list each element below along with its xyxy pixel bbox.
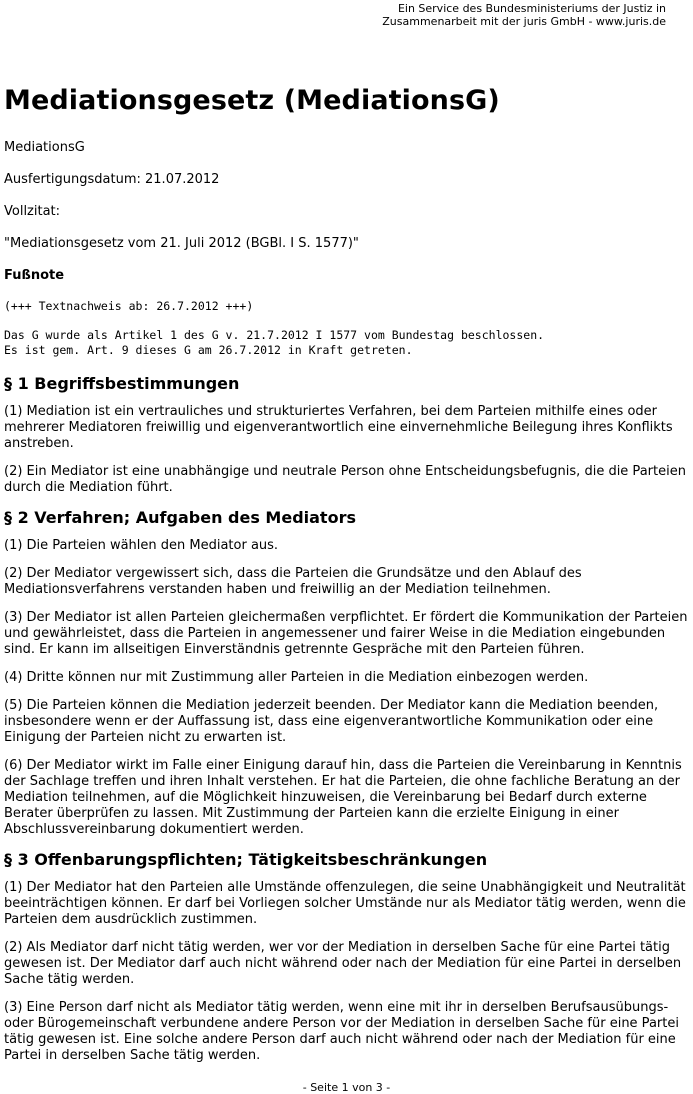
- citation-text: "Mediationsgesetz vom 21. Juli 2012 (BGBl. I S. 1577)": [4, 236, 359, 251]
- document-body: [4, 84, 692, 1076]
- section-paragraph: (5) Die Parteien können die Mediation jederzeit beenden. Der Mediator kann die Mediation beenden, insbesondere wenn er der Auffassung ist, dass eine eigenverantwortliche Kommunikation oder eine Einigung der Parteien nicht zu erwarten ist.: [4, 698, 659, 745]
- section-3: [4, 850, 692, 1064]
- section-paragraph: (1) Mediation ist ein vertrauliches und strukturiertes Verfahren, bei dem Parteien mithilfe eines oder mehrerer Mediatoren freiwillig und eigenverantwortlich eine einvernehmliche Beilegung ihres Konflikts anstreben.: [4, 404, 673, 451]
- footnote-title: Fußnote: [4, 268, 65, 283]
- section-paragraph: (3) Eine Person darf nicht als Mediator tätig werden, wenn eine mit ihr in derselben Berufsausübungs- oder Bürogemeinschaft verbundene andere Person vor der Mediation in derselben Sache für eine Partei tätig gewesen ist. Eine solche andere Person darf auch nicht während oder nach der Mediation für eine Partei in derselben Sache tätig werden.: [4, 1000, 679, 1063]
- section-heading: § 2 Verfahren; Aufgaben des Mediators: [4, 508, 356, 527]
- section-paragraph: (3) Der Mediator ist allen Parteien gleichermaßen verpflichtet. Er fördert die Kommunikation der Parteien und gewährleistet, dass die Parteien in angemessener und fairer Weise in die Mediation eingebunden sind. Er kann im allseitigen Einverständnis getrennte Gespräche mit den Parteien führen.: [4, 610, 688, 657]
- section-paragraph: (2) Ein Mediator ist eine unabhängige und neutrale Person ohne Entscheidungsbefugnis, die die Parteien durch die Mediation führt.: [4, 464, 686, 495]
- section-paragraph: (2) Der Mediator vergewissert sich, dass die Parteien die Grundsätze und den Ablauf des Mediationsverfahrens verstanden haben und freiwillig an der Mediation teilnehmen.: [4, 566, 582, 597]
- footnote-enactment: [4, 328, 692, 358]
- service-line-2: Zusammenarbeit mit der juris GmbH - www.juris.de: [382, 15, 666, 28]
- page-number: - Seite 1 von 3 -: [302, 1081, 391, 1094]
- section-paragraph: (2) Als Mediator darf nicht tätig werden, wer vor der Mediation in derselben Sache für eine Partei tätig gewesen ist. Der Mediator darf auch nicht während oder nach der Mediation für eine Partei in derselben Sache tätig werden.: [4, 940, 682, 987]
- abbreviation: MediationsG: [4, 140, 85, 155]
- footnote-line: (+++ Textnachweis ab: 26.7.2012 +++): [4, 299, 254, 313]
- section-2: [4, 508, 692, 838]
- section-heading: § 1 Begriffsbestimmungen: [4, 374, 240, 393]
- issue-date: Ausfertigungsdatum: 21.07.2012: [4, 172, 220, 187]
- citation-label: Vollzitat:: [4, 204, 61, 219]
- section-heading: § 3 Offenbarungspflichten; Tätigkeitsbeschränkungen: [4, 850, 488, 869]
- section-paragraph: (1) Der Mediator hat den Parteien alle Umstände offenzulegen, die seine Unabhängigkeit und Neutralität beeinträchtigen können. Er darf bei Vorliegen solcher Umstände nur als Mediator tätig werden, wenn die Parteien dem ausdrücklich zustimmen.: [4, 880, 686, 927]
- service-line-1: Ein Service des Bundesministeriums der Justiz in: [397, 2, 666, 15]
- document-title: Mediationsgesetz (MediationsG): [4, 85, 500, 116]
- footnote-text-reference: [4, 299, 692, 314]
- footnote-line: Es ist gem. Art. 9 dieses G am 26.7.2012 in Kraft getreten.: [4, 343, 413, 357]
- service-notice: [382, 2, 666, 28]
- section-paragraph: (1) Die Parteien wählen den Mediator aus.: [4, 538, 279, 553]
- footnote-line: Das G wurde als Artikel 1 des G v. 21.7.2012 I 1577 vom Bundestag beschlossen.: [4, 328, 545, 342]
- section-paragraph: (6) Der Mediator wirkt im Falle einer Einigung darauf hin, dass die Parteien die Vereinbarung in Kenntnis der Sachlage treffen und ihren Inhalt verstehen. Er hat die Parteien, die ohne fachliche Beratung an der Mediation teilnehmen, auf die Möglichkeit hinzuweisen, die Vereinbarung bei Bedarf durch externe Berater überprüfen zu lassen. Mit Zustimmung der Parteien kann die erzielte Einigung in einer Abschlussvereinbarung dokumentiert werden.: [4, 758, 682, 837]
- section-1: [4, 374, 692, 496]
- section-paragraph: (4) Dritte können nur mit Zustimmung aller Parteien in die Mediation einbezogen werden.: [4, 670, 589, 685]
